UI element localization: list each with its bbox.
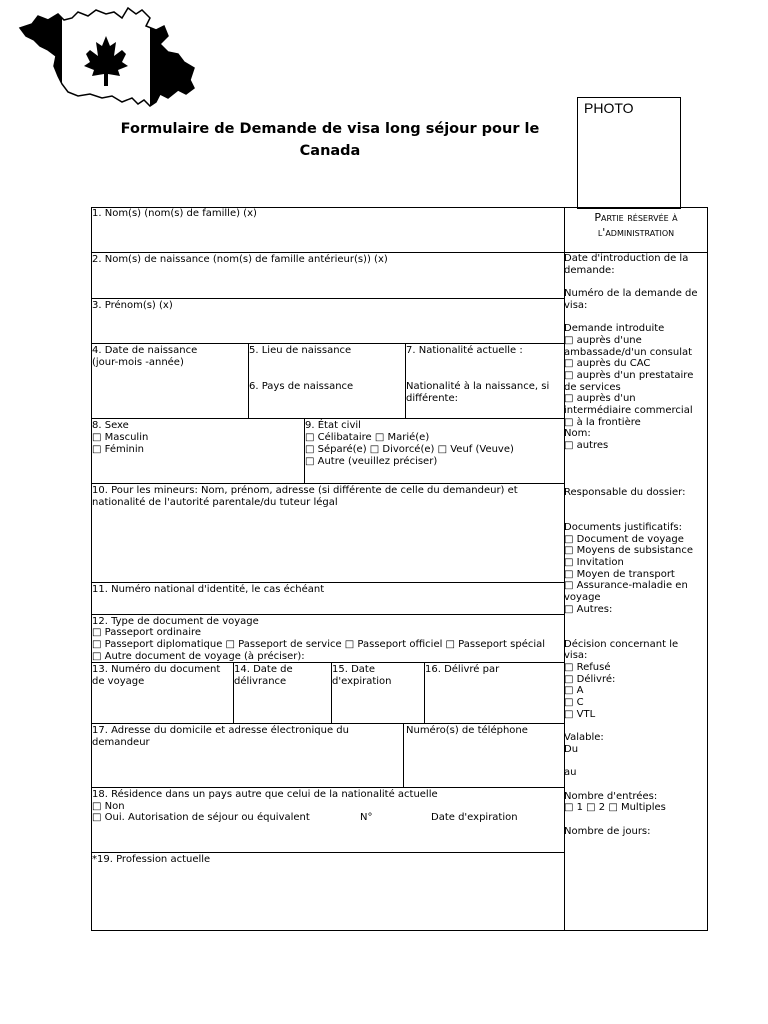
civil-status-options-3[interactable]: □ Autre (veuillez préciser) bbox=[305, 456, 438, 467]
admin-line[interactable]: □ C bbox=[564, 697, 584, 709]
travel-doc-option-ordinary[interactable]: □ Passeport ordinaire bbox=[92, 627, 202, 638]
admin-lines bbox=[564, 253, 707, 837]
field-minors-label-1: 10. Pour les mineurs: Nom, prénom, adresse (si différente de celle du demandeur) et bbox=[92, 485, 518, 496]
admin-line[interactable]: □ Moyens de subsistance bbox=[564, 545, 693, 557]
admin-line: Responsable du dossier: bbox=[564, 486, 686, 498]
field-minors[interactable] bbox=[91, 483, 565, 583]
admin-line bbox=[564, 311, 707, 323]
admin-line: Nombre d'entrées: bbox=[564, 790, 658, 802]
field-civil-status[interactable] bbox=[304, 418, 565, 484]
admin-line: Décision concernant le bbox=[564, 638, 679, 650]
form-title bbox=[100, 118, 560, 162]
form-title-line-1: Formulaire de Demande de visa long séjour pour le bbox=[120, 121, 540, 137]
admin-line: Numéro de la demande de bbox=[564, 288, 698, 300]
field-profession[interactable] bbox=[91, 852, 565, 931]
admin-line bbox=[564, 276, 707, 288]
canada-map-logo bbox=[18, 6, 198, 110]
field-travel-doc-type[interactable] bbox=[91, 614, 565, 663]
admin-line: Date d'introduction de la bbox=[564, 253, 689, 264]
photo-box[interactable] bbox=[577, 97, 681, 209]
field-travel-doc-type-label: 12. Type de document de voyage bbox=[92, 616, 259, 627]
field-nationality-label: 7. Nationalité actuelle : bbox=[406, 345, 523, 356]
field-birth-place[interactable] bbox=[248, 343, 406, 419]
field-issue-date-label-2: délivrance bbox=[234, 676, 287, 687]
admin-line[interactable]: □ A bbox=[564, 685, 584, 697]
admin-line bbox=[564, 475, 707, 487]
civil-status-options-2[interactable]: □ Séparé(e) □ Divorcé(e) □ Veuf (Veuve) bbox=[305, 444, 514, 455]
field-birth-date-label: 4. Date de naissance bbox=[92, 345, 198, 356]
admin-line[interactable]: □ Document de voyage bbox=[564, 533, 684, 545]
field-birth-date-format: (jour-mois -année) bbox=[92, 357, 184, 368]
field-first-name[interactable] bbox=[91, 298, 565, 344]
residence-number-label: N° bbox=[360, 812, 373, 823]
field-birth-name-label: 2. Nom(s) de naissance (nom(s) de famille antérieur(s)) (x) bbox=[92, 254, 388, 265]
civil-status-options-1[interactable]: □ Célibataire □ Marié(e) bbox=[305, 432, 430, 443]
admin-line: voyage bbox=[564, 591, 601, 603]
travel-doc-option-other[interactable]: □ Autre document de voyage (à préciser): bbox=[92, 651, 305, 662]
admin-line[interactable]: □ auprès d'un bbox=[564, 393, 636, 405]
field-sex[interactable] bbox=[91, 418, 305, 484]
admin-line bbox=[564, 779, 707, 791]
admin-line: Valable: bbox=[564, 732, 604, 744]
field-birth-place-label: 5. Lieu de naissance bbox=[249, 345, 352, 356]
field-phone-label: Numéro(s) de téléphone bbox=[406, 725, 528, 736]
field-travel-doc-number-label-2: de voyage bbox=[92, 676, 145, 687]
admin-line bbox=[564, 452, 707, 464]
admin-line[interactable]: □ auprès d'un prestataire bbox=[564, 369, 694, 381]
field-travel-doc-number[interactable] bbox=[91, 662, 234, 724]
admin-line bbox=[564, 721, 707, 733]
checkbox-residence-yes[interactable]: □ Oui. Autorisation de séjour ou équivalent bbox=[92, 812, 310, 823]
form-title-line-2: Canada bbox=[299, 143, 361, 159]
admin-line bbox=[564, 756, 707, 768]
admin-line[interactable]: □ à la frontière bbox=[564, 416, 641, 428]
field-issue-date[interactable] bbox=[233, 662, 332, 724]
field-surname-label: 1. Nom(s) (nom(s) de famille) (x) bbox=[92, 208, 257, 219]
admin-header bbox=[564, 207, 708, 253]
admin-line: Nombre de jours: bbox=[564, 825, 651, 837]
travel-doc-options[interactable]: □ Passeport diplomatique □ Passeport de service □ Passeport officiel □ Passeport spécial bbox=[92, 639, 546, 650]
field-travel-doc-number-label: 13. Numéro du document bbox=[92, 664, 221, 675]
field-minors-label-2: nationalité de l'autorité parentale/du tuteur légal bbox=[92, 497, 338, 508]
field-expiry-date[interactable] bbox=[331, 662, 425, 724]
admin-line bbox=[564, 814, 707, 826]
field-national-id-label: 11. Numéro national d'identité, le cas échéant bbox=[92, 584, 325, 595]
admin-line: visa: bbox=[564, 650, 588, 662]
field-issued-by-label: 16. Délivré par bbox=[425, 664, 500, 675]
field-birth-date[interactable] bbox=[91, 343, 249, 419]
admin-line[interactable]: □ Refusé bbox=[564, 662, 611, 674]
field-residence[interactable] bbox=[91, 787, 565, 853]
field-birth-nationality-label-2: différente: bbox=[406, 393, 458, 404]
checkbox-female[interactable]: □ Féminin bbox=[92, 444, 144, 455]
admin-line: visa: bbox=[564, 299, 588, 311]
admin-line bbox=[564, 627, 707, 639]
field-phone[interactable] bbox=[403, 723, 565, 788]
photo-label: PHOTO bbox=[584, 100, 634, 116]
residence-expiry-label: Date d'expiration bbox=[431, 812, 518, 823]
field-first-name-label: 3. Prénom(s) (x) bbox=[92, 300, 173, 311]
admin-line: Du bbox=[564, 743, 579, 755]
field-profession-label: *19. Profession actuelle bbox=[92, 854, 211, 865]
admin-line[interactable]: □ Autres: bbox=[564, 603, 613, 615]
admin-line bbox=[564, 498, 707, 510]
admin-line[interactable]: □ Assurance-maladie en bbox=[564, 580, 688, 592]
admin-line[interactable]: □ autres bbox=[564, 440, 609, 451]
admin-line: au bbox=[564, 767, 577, 779]
admin-line: ambassade/d'un consulat bbox=[564, 346, 693, 358]
admin-line[interactable]: □ 1 □ 2 □ Multiples bbox=[564, 802, 666, 814]
admin-line[interactable]: □ auprès d'une bbox=[564, 334, 642, 346]
field-sex-label: 8. Sexe bbox=[92, 420, 129, 431]
field-birth-name[interactable] bbox=[91, 252, 565, 299]
field-residence-label: 18. Résidence dans un pays autre que celui de la nationalité actuelle bbox=[92, 789, 438, 800]
field-address[interactable] bbox=[91, 723, 404, 788]
field-national-id[interactable] bbox=[91, 582, 565, 615]
admin-header-line-2: l'administration bbox=[597, 226, 675, 239]
admin-line: intermédiaire commercial bbox=[564, 404, 693, 416]
field-civil-status-label: 9. État civil bbox=[305, 420, 361, 431]
admin-line: de services bbox=[564, 381, 621, 393]
checkbox-male[interactable]: □ Masculin bbox=[92, 432, 149, 443]
field-nationality[interactable] bbox=[405, 343, 565, 419]
field-issue-date-label: 14. Date de bbox=[234, 664, 293, 675]
admin-line: demande: bbox=[564, 264, 615, 276]
admin-line[interactable]: □ VTL bbox=[564, 708, 596, 720]
admin-line bbox=[564, 615, 707, 627]
admin-line[interactable]: □ Invitation bbox=[564, 556, 624, 568]
field-expiry-date-label: 15. Date bbox=[332, 664, 375, 675]
admin-header-line-1: Partie réservée à bbox=[594, 211, 678, 224]
field-expiry-date-label-2: d'expiration bbox=[332, 676, 392, 687]
checkbox-residence-no[interactable]: □ Non bbox=[92, 801, 125, 812]
admin-line[interactable]: □ Délivré: bbox=[564, 673, 616, 685]
admin-line[interactable]: □ auprès du CAC bbox=[564, 358, 651, 370]
field-address-label-2: demandeur bbox=[92, 737, 150, 748]
field-birth-nationality-label: Nationalité à la naissance, si bbox=[406, 381, 550, 392]
admin-line[interactable]: □ Moyen de transport bbox=[564, 568, 675, 580]
admin-line: Demande introduite bbox=[564, 323, 665, 335]
admin-line: Documents justificatifs: bbox=[564, 521, 682, 533]
admin-line bbox=[564, 463, 707, 475]
field-issued-by[interactable] bbox=[424, 662, 565, 724]
field-birth-country-label: 6. Pays de naissance bbox=[249, 381, 354, 392]
field-address-label-1: 17. Adresse du domicile et adresse électronique du bbox=[92, 725, 349, 736]
field-surname[interactable] bbox=[91, 207, 565, 253]
admin-line bbox=[564, 510, 707, 522]
admin-line: Nom: bbox=[564, 428, 591, 440]
